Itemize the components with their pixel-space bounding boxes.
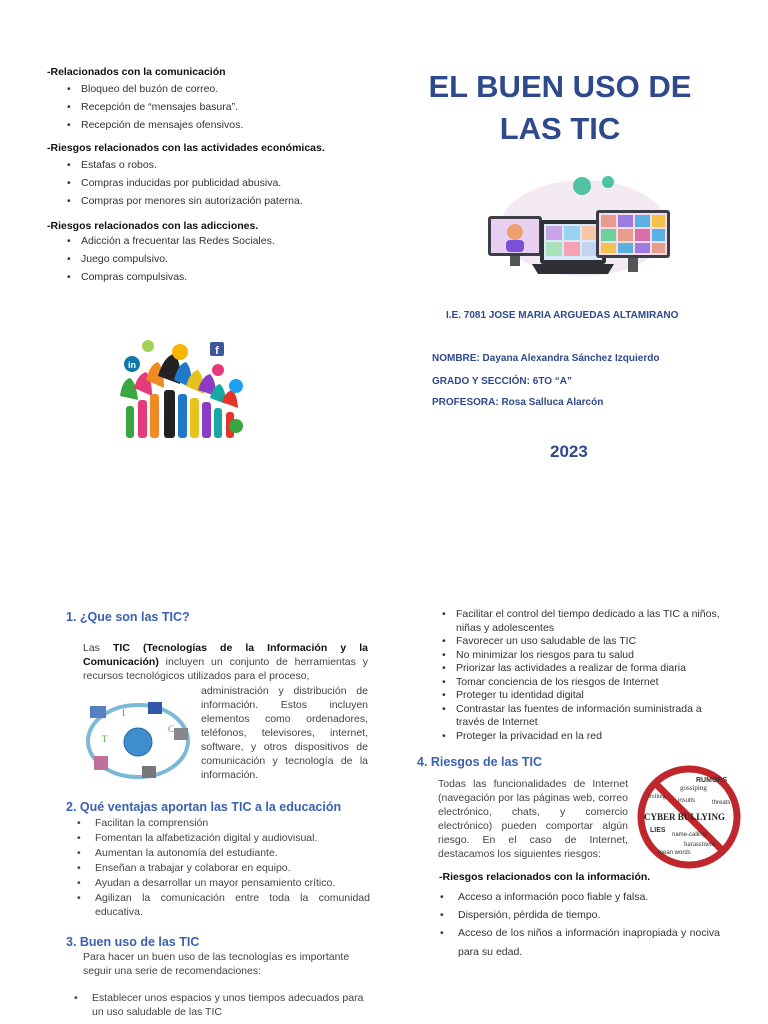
section-4-text: Todas las funcionalidades de Internet (navegación por las páginas web, correo electrónico, chats, y comercio electrónico) pueden comportar algún riesgo. En el caso de Internet, destacamos los siguientes riesgos: <box>438 778 628 860</box>
list-item: • Fomentan la alfabetización digital y audiovisual. <box>65 831 370 846</box>
risk-list-communication <box>47 80 367 134</box>
school-name: I.E. 7081 JOSE MARIA ARGUEDAS ALTAMIRANO <box>446 310 679 321</box>
tic-definition-bold: TIC (Tecnologías de la Información y la Comunicación) <box>83 642 368 668</box>
badge-word: trolling <box>648 794 666 800</box>
list-item: • Priorizar las actividades a realizar de forma diaria <box>438 662 724 676</box>
section-4-subheading: -Riesgos relacionados con la información. <box>439 871 651 883</box>
recommendations-list <box>438 608 724 743</box>
list-item: • Facilitan la comprensión <box>65 816 370 831</box>
list-item: • Adicción a frecuentar las Redes Sociales. <box>47 232 367 250</box>
badge-word: threats <box>712 800 731 806</box>
list-item: • Facilitar el control del tiempo dedicado a las TIC a niños, niñas y adolescentes <box>438 608 724 635</box>
badge-word: LIES <box>650 827 666 834</box>
section-4-heading: 4. Riesgos de las TIC <box>417 755 543 769</box>
section-2-heading: 2. Qué ventajas aportan las TIC a la educación <box>66 800 342 814</box>
social-hands-illustration <box>118 336 246 440</box>
video-call-illustration <box>484 170 674 282</box>
cover-title-line1: EL BUEN USO DE <box>428 69 692 104</box>
svg-text:in: in <box>128 360 136 370</box>
list-item: • Contrastar las fuentes de información suministrada a través de Internet <box>438 703 724 730</box>
section-1-paragraph <box>83 641 368 683</box>
list-item: • Acceso a información poco fiable y falsa. <box>420 888 720 906</box>
p-rest: incluyen un conjunto de herramientas y recursos tecnológicos utilizados para el proceso, <box>83 656 368 682</box>
list-item: • Agilizan la comunicación entre toda la comunidad educativa. <box>65 891 370 919</box>
student-name: NOMBRE: Dayana Alexandra Sánchez Izquierdo <box>432 353 660 364</box>
badge-word: mean words <box>658 850 691 856</box>
diagram-letter-i: I <box>122 708 125 718</box>
list-item: • Proteger la privacidad en la red <box>438 730 724 744</box>
list-item: • Bloqueo del buzón de correo. <box>47 80 367 98</box>
badge-word: RUMORS <box>696 777 728 784</box>
list-item: • No minimizar los riesgos para tu salud <box>438 649 724 663</box>
badge-word: harassment <box>684 840 716 848</box>
list-item: • Favorecer un uso saludable de las TIC <box>438 635 724 649</box>
section-1-heading: 1. ¿Que son las TIC? <box>66 610 190 624</box>
diagram-letter-t: T <box>102 734 108 744</box>
list-item: • Tomar conciencia de los riesgos de Internet <box>438 676 724 690</box>
good-use-first-list <box>70 992 370 1019</box>
cyberbullying-stop-badge <box>636 764 742 870</box>
info-risks-list <box>420 888 720 962</box>
svg-text:f: f <box>215 345 219 357</box>
list-item: • Proteger tu identidad digital <box>438 689 724 703</box>
top-left-risks <box>47 66 367 286</box>
list-item: • Dispersión, pérdida de tiempo. <box>420 906 720 924</box>
badge-word: CYBER BULLYING <box>644 812 725 822</box>
section-3-heading: 3. Buen uso de las TIC <box>66 935 200 949</box>
risk-heading-addictions: -Riesgos relacionados con las adicciones. <box>47 220 259 232</box>
list-item: • Ayudan a desarrollar un mayor pensamiento crítico. <box>65 876 370 891</box>
diagram-letter-c: C <box>168 724 175 734</box>
risk-list-economic <box>47 156 367 210</box>
list-item: • Compras compulsivas. <box>47 268 367 286</box>
tic-cycle-diagram <box>82 698 194 784</box>
list-item: • Recepción de mensajes ofensivos. <box>47 116 367 134</box>
section-1-paragraph-cont: administración y distribución de información. Estos incluyen elementos como ordenadores, teléfonos, televisores, internet, software, y otros dispositivos de comunicación y tecnología de la información. <box>201 685 368 781</box>
risk-list-addictions <box>47 232 367 286</box>
badge-word: gossiping <box>680 784 707 792</box>
list-item: • Estafas o robos. <box>47 156 367 174</box>
cover-title <box>400 66 720 150</box>
list-item: • Compras inducidas por publicidad abusiva. <box>47 174 367 192</box>
p-prefix: Las <box>83 642 113 654</box>
list-item: • Acceso de los niños a información inapropiada y nociva para su edad. <box>420 924 720 962</box>
grade-section: GRADO Y SECCIÓN: 6TO “A” <box>432 376 573 387</box>
list-item: • Establecer unos espacios y unos tiempos adecuados para un uso saludable de las TIC <box>70 992 370 1019</box>
list-item: • Compras por menores sin autorización paterna. <box>47 192 367 210</box>
risk-heading-communication: -Relacionados con la comunicación <box>47 66 226 78</box>
year: 2023 <box>550 442 588 461</box>
badge-word: insults <box>678 798 696 804</box>
section-3-intro: Para hacer un buen uso de las tecnologías es importante seguir una serie de recomendaciones: <box>83 951 350 977</box>
list-item: • Juego compulsivo. <box>47 250 367 268</box>
teacher-name: PROFESORA: Rosa Salluca Alarcón <box>432 397 604 408</box>
risk-heading-economic: -Riesgos relacionados con las actividades económicas. <box>47 142 325 154</box>
advantages-list <box>65 816 370 919</box>
list-item: • Enseñan a trabajar y colaborar en equipo. <box>65 861 370 876</box>
cover-title-line2: LAS TIC <box>499 111 621 146</box>
list-item: • Aumentan la autonomía del estudiante. <box>65 846 370 861</box>
badge-word: name-calling <box>672 832 707 838</box>
list-item: • Recepción de “mensajes basura”. <box>47 98 367 116</box>
